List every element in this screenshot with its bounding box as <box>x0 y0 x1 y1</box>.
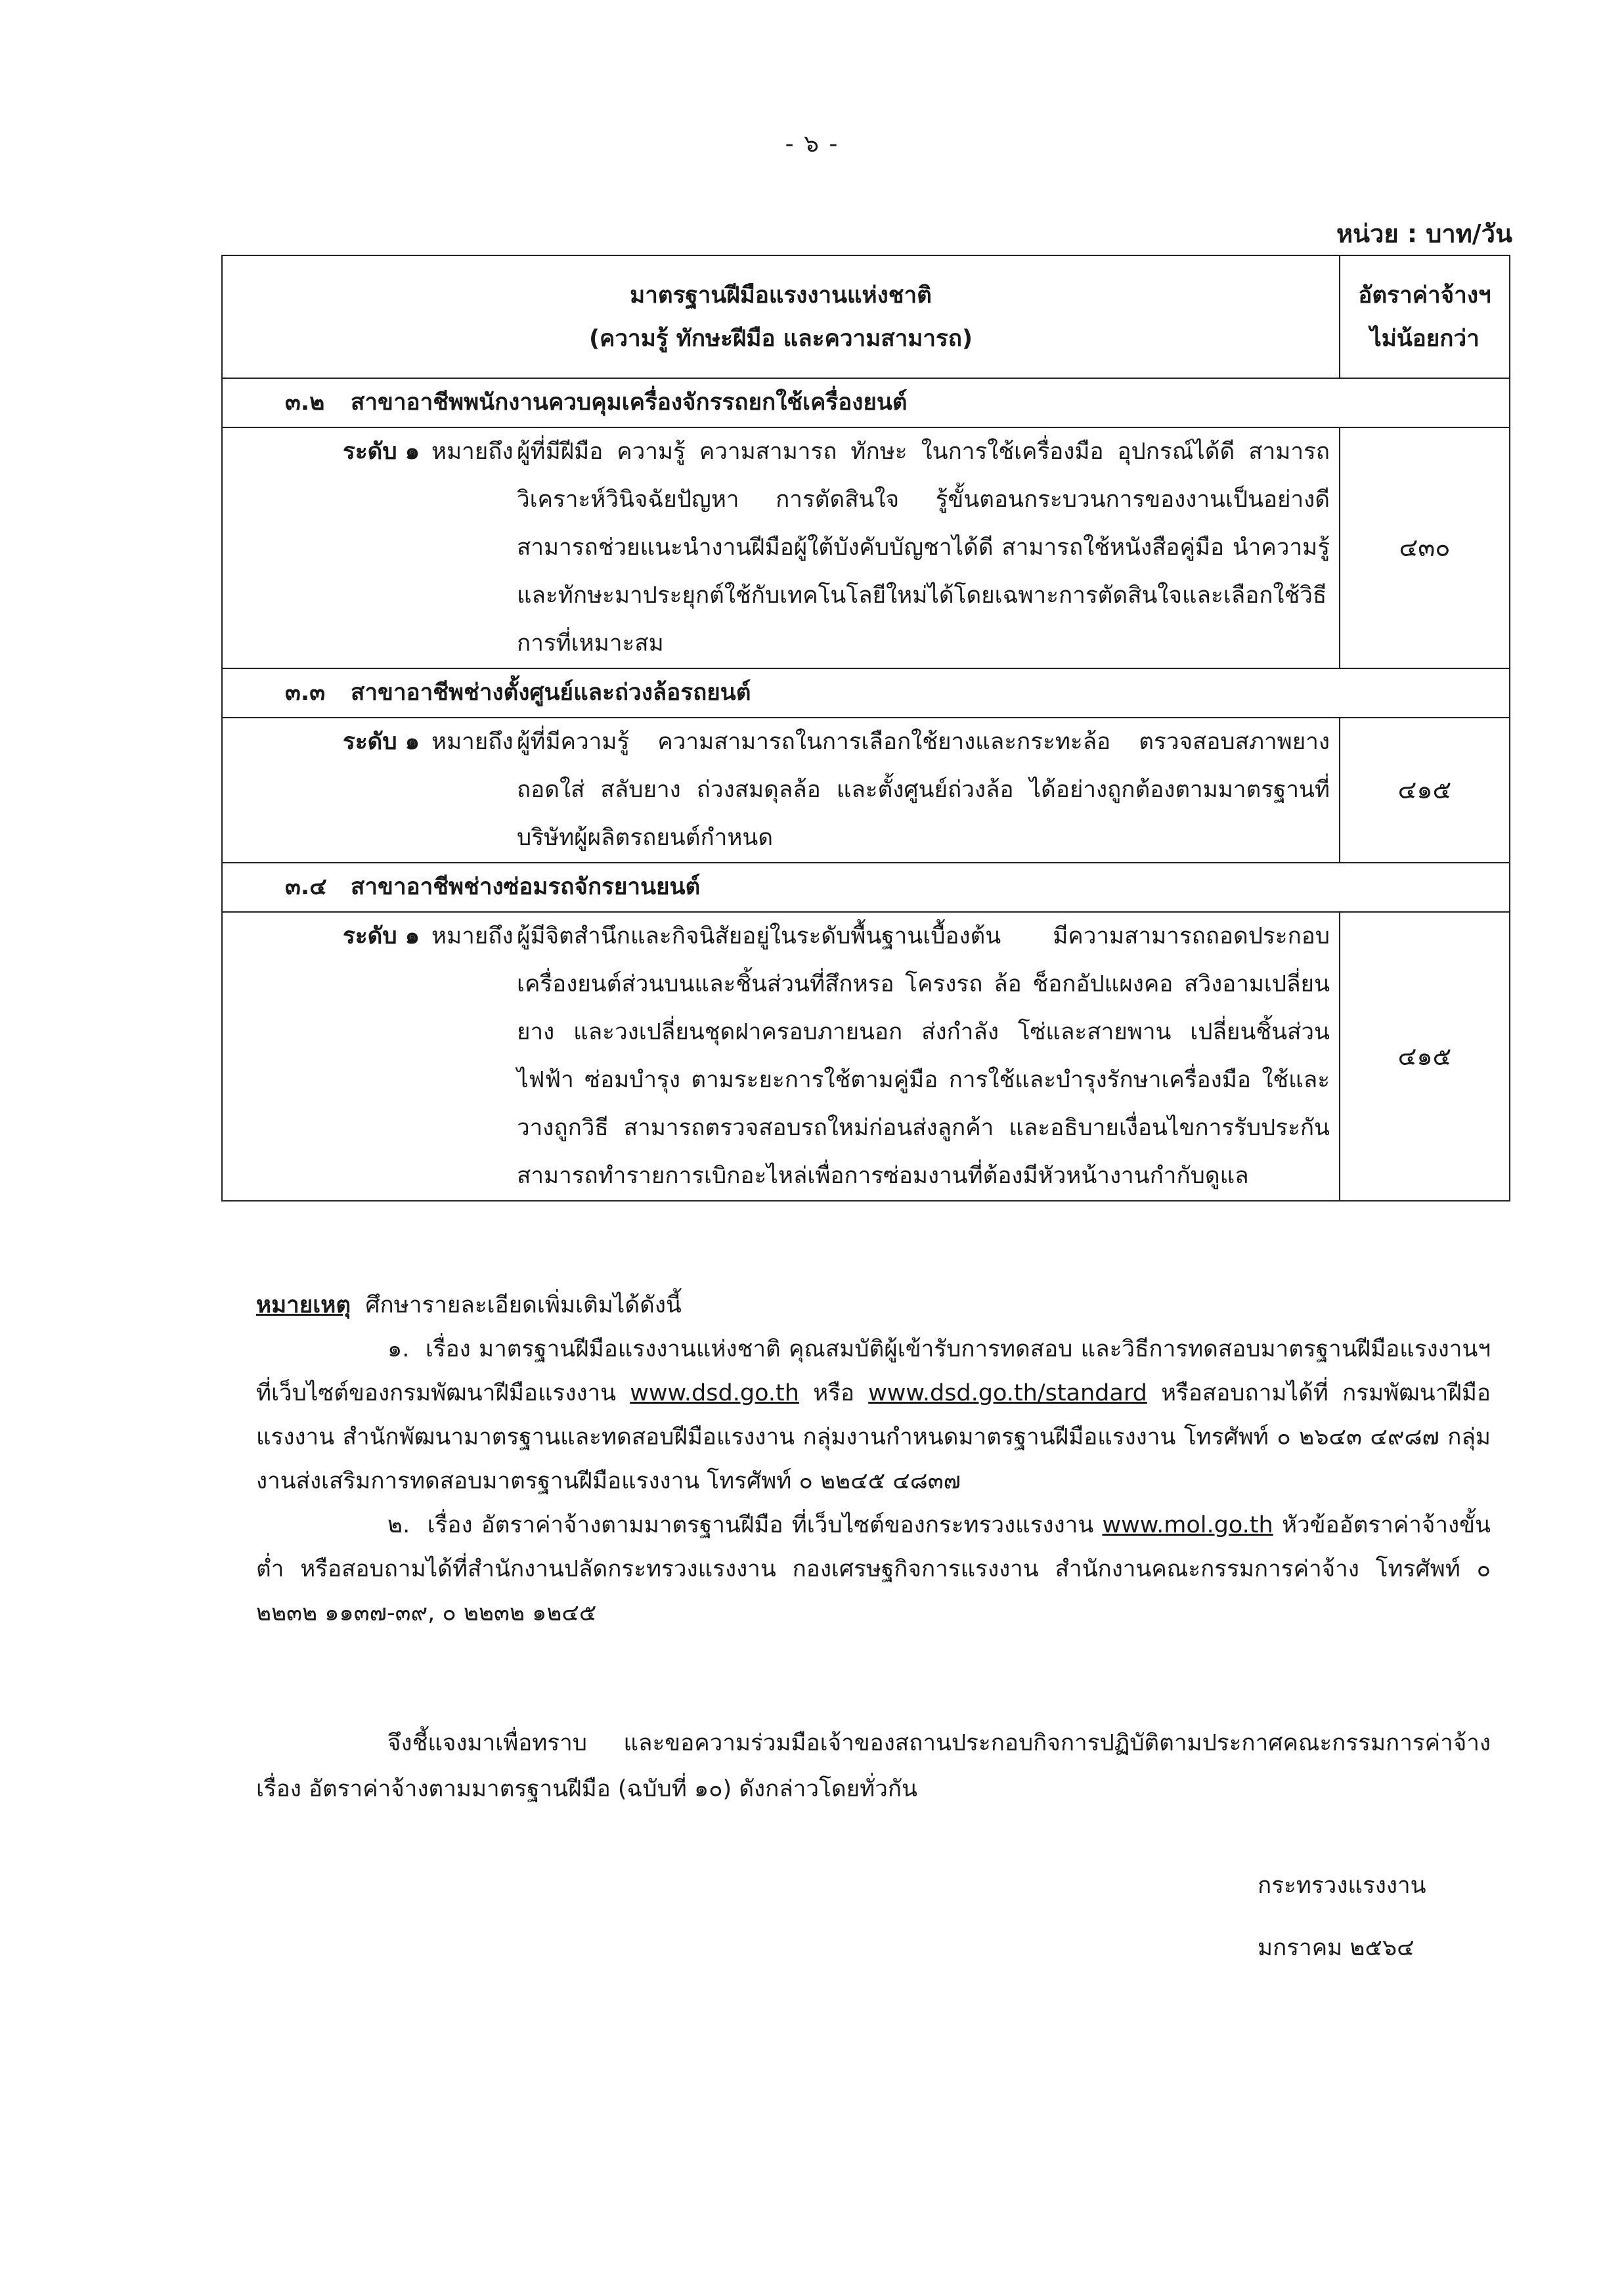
section-title-3-4: ๓.๔ สาขาอาชีพช่างซ่อมรถจักรยานยนต์ <box>222 863 1510 912</box>
table-header-row <box>222 255 1510 378</box>
notes-label: หมายเหตุ <box>256 1292 351 1318</box>
note-item-1: ๑. เรื่อง มาตรฐานฝีมือแรงงานแห่งชาติ คุณสมบัติผู้เข้ารับการทดสอบ และวิธีการทดสอบมาตรฐานฝีมือแรงงานฯ ที่เว็บไซต์ของกรมพัฒนาฝีมือแรงงาน www.dsd.go.th หรือ www.dsd.go.th/standard หรือสอบถามได้ที่ กรมพัฒนาฝีมือแรงงาน สำนักพัฒนามาตรฐานและทดสอบฝีมือแรงงาน กลุ่มงานกำหนดมาตรฐานฝีมือแรงงาน โทรศัพท์ ๐ ๒๖๔๓ ๔๙๘๗ กลุ่มงานส่งเสริมการทดสอบมาตรฐานฝีมือแรงงาน โทรศัพท์ ๐ ๒๒๔๕ ๔๘๓๗ <box>256 1336 1491 1494</box>
section-row <box>222 863 1510 912</box>
section-title-3-3: ๓.๓ สาขาอาชีพช่างตั้งศูนย์และถ่วงล้อรถยนต์ <box>222 668 1510 718</box>
dsd-standard-link[interactable]: www.dsd.go.th/standard <box>868 1380 1147 1406</box>
meaning-word: หมายถึง <box>431 729 514 755</box>
level-label: ระดับ ๑ <box>343 923 420 949</box>
level-label: ระดับ ๑ <box>343 729 420 755</box>
notes-intro: หมายเหตุ ศึกษารายละเอียดเพิ่มเติมได้ดังนี้ <box>256 1292 682 1318</box>
meaning-word: หมายถึง <box>431 923 514 949</box>
level-row <box>222 427 1510 668</box>
issue-date: มกราคม ๒๕๖๔ <box>1258 1935 1415 1961</box>
section-row <box>222 378 1510 427</box>
level-label: ระดับ ๑ <box>343 439 420 465</box>
wage-rate: ๔๑๕ <box>1340 718 1510 863</box>
wage-rate: ๔๑๕ <box>1340 912 1510 1201</box>
notes-section <box>256 1284 1491 1635</box>
header-rate: อัตราค่าจ้างฯ ไม่น้อยกว่า <box>1340 255 1510 378</box>
wage-rate: ๔๓๐ <box>1340 427 1510 668</box>
mol-link[interactable]: www.mol.go.th <box>1102 1512 1273 1538</box>
section-title-3-2: ๓.๒ สาขาอาชีพพนักงานควบคุมเครื่องจักรรถยกใช้เครื่องยนต์ <box>222 378 1510 427</box>
level-description-cell <box>222 427 1340 668</box>
ministry-name: กระทรวงแรงงาน <box>1258 1873 1426 1899</box>
level-row <box>222 718 1510 863</box>
page-number: - ๖ - <box>785 131 839 158</box>
header-standard: มาตรฐานฝีมือแรงงานแห่งชาติ (ความรู้ ทักษะฝีมือ และความสามารถ) <box>222 255 1340 378</box>
level-row <box>222 912 1510 1201</box>
dsd-link[interactable]: www.dsd.go.th <box>630 1380 799 1406</box>
unit-label: หน่วย : บาท/วัน <box>1336 219 1512 248</box>
closing-paragraph: จึงชี้แจงมาเพื่อทราบ และขอความร่วมมือเจ้าของสถานประกอบกิจการปฏิบัติตามประกาศคณะกรรมการค่าจ้าง เรื่อง อัตราค่าจ้างตามมาตรฐานฝีมือ (ฉบับที่ ๑๐) ดังกล่าวโดยทั่วกัน <box>256 1730 1491 1802</box>
level-description-cell <box>222 718 1340 863</box>
level-description: ผู้ที่มีความรู้ ความสามารถในการเลือกใช้ยางและกระทะล้อ ตรวจสอบสภาพยาง ถอดใส่ สลับยาง ถ่วงสมดุลล้อ และตั้งศูนย์ถ่วงล้อ ได้อย่างถูกต้องตามมาตรฐานที่บริษัทผู้ผลิตรถยนต์กำหนด <box>517 729 1330 851</box>
signature-block <box>1258 1855 1426 1980</box>
section-row <box>222 668 1510 718</box>
level-description-cell <box>222 912 1340 1201</box>
meaning-word: หมายถึง <box>431 439 514 465</box>
skill-wage-table <box>221 255 1510 1202</box>
note-item-2: ๒. เรื่อง อัตราค่าจ้างตามมาตรฐานฝีมือ ที่เว็บไซต์ของกระทรวงแรงงาน www.mol.go.th หัวข้ออัตราค่าจ้างขั้นต่ำ หรือสอบถามได้ที่สำนักงานปลัดกระทรวงแรงงาน กองเศรษฐกิจการแรงงาน สำนักงานคณะกรรมการค่าจ้าง โทรศัพท์ ๐ ๒๒๓๒ ๑๑๓๗-๓๙, ๐ ๒๒๓๒ ๑๒๔๕ <box>256 1512 1491 1626</box>
level-description: ผู้มีจิตสำนึกและกิจนิสัยอยู่ในระดับพื้นฐานเบื้องต้น มีความสามารถถอดประกอบเครื่องยนต์ส่วนบนและชิ้นส่วนที่สึกหรอ โครงรถ ล้อ ช็อกอัปแผงคอ สวิงอามเปลี่ยนยาง และวงเปลี่ยนชุดฝาครอบภายนอก ส่งกำลัง โซ่และสายพาน เปลี่ยนชิ้นส่วนไฟฟ้า ซ่อมบำรุง ตามระยะการใช้ตามคู่มือ การใช้และบำรุงรักษาเครื่องมือ ใช้และวางถูกวิธี สามารถตรวจสอบรถใหม่ก่อนส่งลูกค้า และอธิบายเงื่อนไขการรับประกัน สามารถทำรายการเบิกอะไหล่เพื่อการซ่อมงานที่ต้องมีหัวหน้างานกำกับดูแล <box>517 923 1330 1189</box>
level-description: ผู้ที่มีฝีมือ ความรู้ ความสามารถ ทักษะ ในการใช้เครื่องมือ อุปกรณ์ได้ดี สามารถวิเคราะห์วินิจฉัยปัญหา การตัดสินใจ รู้ขั้นตอนกระบวนการของงานเป็นอย่างดี สามารถช่วยแนะนำงานฝีมือผู้ใต้บังคับบัญชาได้ดี สามารถใช้หนังสือคู่มือ นำความรู้และทักษะมาประยุกต์ใช้กับเทคโนโลยีใหม่ได้โดยเฉพาะการตัดสินใจและเลือกใช้วิธีการที่เหมาะสม <box>517 439 1330 657</box>
